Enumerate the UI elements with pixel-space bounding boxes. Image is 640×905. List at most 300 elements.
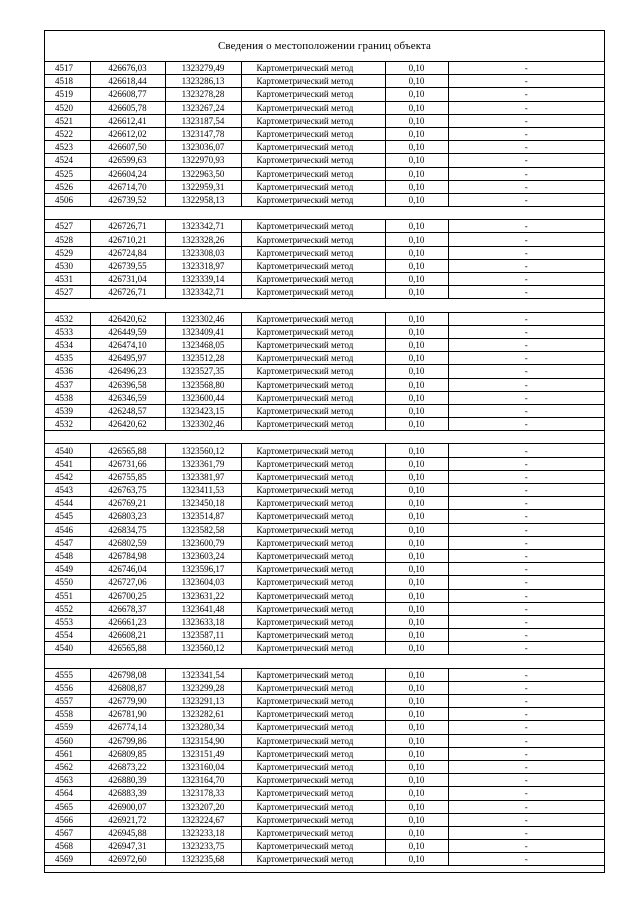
accuracy-cell: 0,10 (385, 378, 448, 391)
y-coordinate-cell: 1323631,22 (165, 589, 241, 602)
x-coordinate-cell: 426714,70 (90, 180, 165, 193)
method-cell: Картометрический метод (241, 391, 385, 404)
contour-separator-row (45, 431, 604, 444)
point-number-cell: 4552 (45, 602, 90, 615)
y-coordinate-cell: 1323409,41 (165, 325, 241, 338)
y-coordinate-cell: 1323381,97 (165, 470, 241, 483)
point-number-cell: 4549 (45, 563, 90, 576)
point-number-cell: 4558 (45, 708, 90, 721)
x-coordinate-cell: 426474,10 (90, 338, 165, 351)
point-number-cell: 4523 (45, 141, 90, 154)
x-coordinate-cell: 426763,75 (90, 484, 165, 497)
point-number-cell: 4568 (45, 840, 90, 853)
description-cell: - (448, 365, 604, 378)
description-cell: - (448, 853, 604, 866)
point-number-cell: 4519 (45, 88, 90, 101)
point-number-cell: 4537 (45, 378, 90, 391)
description-cell: - (448, 246, 604, 259)
table-row (45, 154, 604, 167)
method-cell: Картометрический метод (241, 523, 385, 536)
accuracy-cell: 0,10 (385, 576, 448, 589)
method-cell: Картометрический метод (241, 365, 385, 378)
x-coordinate-cell: 426700,25 (90, 589, 165, 602)
x-coordinate-cell: 426945,88 (90, 826, 165, 839)
x-coordinate-cell: 426834,75 (90, 523, 165, 536)
description-cell: - (448, 589, 604, 602)
method-cell: Картометрический метод (241, 853, 385, 866)
point-number-cell: 4544 (45, 497, 90, 510)
accuracy-cell: 0,10 (385, 470, 448, 483)
description-cell: - (448, 615, 604, 628)
method-cell: Картометрический метод (241, 721, 385, 734)
x-coordinate-cell: 426739,55 (90, 259, 165, 272)
x-coordinate-cell: 426880,39 (90, 774, 165, 787)
y-coordinate-cell: 1323286,13 (165, 75, 241, 88)
method-cell: Картометрический метод (241, 813, 385, 826)
accuracy-cell: 0,10 (385, 615, 448, 628)
accuracy-cell: 0,10 (385, 114, 448, 127)
point-number-cell: 4550 (45, 576, 90, 589)
method-cell: Картометрический метод (241, 681, 385, 694)
table-row (45, 642, 604, 655)
method-cell: Картометрический метод (241, 826, 385, 839)
description-cell: - (448, 167, 604, 180)
method-cell: Картометрический метод (241, 101, 385, 114)
x-coordinate-cell: 426565,88 (90, 444, 165, 457)
accuracy-cell: 0,10 (385, 549, 448, 562)
y-coordinate-cell: 1323450,18 (165, 497, 241, 510)
x-coordinate-cell: 426608,21 (90, 629, 165, 642)
y-coordinate-cell: 1323282,61 (165, 708, 241, 721)
y-coordinate-cell: 1323299,28 (165, 681, 241, 694)
y-coordinate-cell: 1323423,15 (165, 404, 241, 417)
accuracy-cell: 0,10 (385, 708, 448, 721)
description-cell: - (448, 457, 604, 470)
table-row (45, 259, 604, 272)
point-number-cell: 4524 (45, 154, 90, 167)
x-coordinate-cell: 426727,06 (90, 576, 165, 589)
table-row (45, 484, 604, 497)
accuracy-cell: 0,10 (385, 352, 448, 365)
y-coordinate-cell: 1323164,70 (165, 774, 241, 787)
description-cell: - (448, 325, 604, 338)
method-cell: Картометрический метод (241, 708, 385, 721)
description-cell: - (448, 510, 604, 523)
accuracy-cell: 0,10 (385, 602, 448, 615)
y-coordinate-cell: 1323468,05 (165, 338, 241, 351)
table-row (45, 338, 604, 351)
method-cell: Картометрический метод (241, 75, 385, 88)
description-cell: - (448, 484, 604, 497)
x-coordinate-cell: 426802,59 (90, 536, 165, 549)
x-coordinate-cell: 426731,66 (90, 457, 165, 470)
x-coordinate-cell: 426604,24 (90, 167, 165, 180)
method-cell: Картометрический метод (241, 695, 385, 708)
description-cell: - (448, 497, 604, 510)
point-number-cell: 4567 (45, 826, 90, 839)
point-number-cell: 4536 (45, 365, 90, 378)
table-row (45, 695, 604, 708)
description-cell: - (448, 695, 604, 708)
y-coordinate-cell: 1323291,13 (165, 695, 241, 708)
x-coordinate-cell: 426726,71 (90, 220, 165, 233)
accuracy-cell: 0,10 (385, 774, 448, 787)
table-row (45, 681, 604, 694)
method-cell: Картометрический метод (241, 787, 385, 800)
accuracy-cell: 0,10 (385, 787, 448, 800)
table-row (45, 418, 604, 431)
x-coordinate-cell: 426676,03 (90, 62, 165, 75)
accuracy-cell: 0,10 (385, 325, 448, 338)
table-row (45, 760, 604, 773)
point-number-cell: 4564 (45, 787, 90, 800)
x-coordinate-cell: 426972,60 (90, 853, 165, 866)
table-row (45, 721, 604, 734)
x-coordinate-cell: 426608,77 (90, 88, 165, 101)
point-number-cell: 4535 (45, 352, 90, 365)
accuracy-cell: 0,10 (385, 484, 448, 497)
point-number-cell: 4555 (45, 668, 90, 681)
table-row (45, 826, 604, 839)
y-coordinate-cell: 1323411,53 (165, 484, 241, 497)
accuracy-cell: 0,10 (385, 734, 448, 747)
contour-separator-row (45, 299, 604, 312)
method-cell: Картометрический метод (241, 286, 385, 299)
accuracy-cell: 0,10 (385, 497, 448, 510)
method-cell: Картометрический метод (241, 352, 385, 365)
y-coordinate-cell: 1323600,79 (165, 536, 241, 549)
table-row (45, 180, 604, 193)
description-cell: - (448, 286, 604, 299)
description-cell: - (448, 668, 604, 681)
y-coordinate-cell: 1323512,28 (165, 352, 241, 365)
point-number-cell: 4528 (45, 233, 90, 246)
x-coordinate-cell: 426769,21 (90, 497, 165, 510)
x-coordinate-cell: 426808,87 (90, 681, 165, 694)
point-number-cell: 4563 (45, 774, 90, 787)
x-coordinate-cell: 426726,71 (90, 286, 165, 299)
accuracy-cell: 0,10 (385, 404, 448, 417)
y-coordinate-cell: 1323342,71 (165, 220, 241, 233)
y-coordinate-cell: 1323278,28 (165, 88, 241, 101)
method-cell: Картометрический метод (241, 840, 385, 853)
description-cell: - (448, 787, 604, 800)
table-row (45, 563, 604, 576)
description-cell: - (448, 563, 604, 576)
table-row (45, 233, 604, 246)
y-coordinate-cell: 1323596,17 (165, 563, 241, 576)
method-cell: Картометрический метод (241, 127, 385, 140)
x-coordinate-cell: 426900,07 (90, 800, 165, 813)
table-row (45, 813, 604, 826)
x-coordinate-cell: 426883,39 (90, 787, 165, 800)
x-coordinate-cell: 426774,14 (90, 721, 165, 734)
accuracy-cell: 0,10 (385, 273, 448, 286)
separator-cell (45, 431, 604, 444)
description-cell: - (448, 629, 604, 642)
y-coordinate-cell: 1323633,18 (165, 615, 241, 628)
method-cell: Картометрический метод (241, 338, 385, 351)
description-cell: - (448, 536, 604, 549)
method-cell: Картометрический метод (241, 470, 385, 483)
x-coordinate-cell: 426565,88 (90, 642, 165, 655)
y-coordinate-cell: 1322959,31 (165, 180, 241, 193)
description-cell: - (448, 180, 604, 193)
y-coordinate-cell: 1323587,11 (165, 629, 241, 642)
accuracy-cell: 0,10 (385, 523, 448, 536)
x-coordinate-cell: 426599,63 (90, 154, 165, 167)
accuracy-cell: 0,10 (385, 536, 448, 549)
y-coordinate-cell: 1323151,49 (165, 747, 241, 760)
y-coordinate-cell: 1323233,18 (165, 826, 241, 839)
x-coordinate-cell: 426921,72 (90, 813, 165, 826)
method-cell: Картометрический метод (241, 141, 385, 154)
y-coordinate-cell: 1323036,07 (165, 141, 241, 154)
y-coordinate-cell: 1323560,12 (165, 642, 241, 655)
accuracy-cell: 0,10 (385, 444, 448, 457)
table-row (45, 549, 604, 562)
y-coordinate-cell: 1323207,20 (165, 800, 241, 813)
point-number-cell: 4565 (45, 800, 90, 813)
y-coordinate-cell: 1323582,58 (165, 523, 241, 536)
x-coordinate-cell: 426784,98 (90, 549, 165, 562)
x-coordinate-cell: 426495,97 (90, 352, 165, 365)
point-number-cell: 4525 (45, 167, 90, 180)
y-coordinate-cell: 1323224,67 (165, 813, 241, 826)
table-row (45, 747, 604, 760)
table-row (45, 800, 604, 813)
method-cell: Картометрический метод (241, 668, 385, 681)
y-coordinate-cell: 1323560,12 (165, 444, 241, 457)
method-cell: Картометрический метод (241, 325, 385, 338)
description-cell: - (448, 681, 604, 694)
accuracy-cell: 0,10 (385, 88, 448, 101)
y-coordinate-cell: 1323341,54 (165, 668, 241, 681)
point-number-cell: 4561 (45, 747, 90, 760)
description-cell: - (448, 62, 604, 75)
table-row (45, 457, 604, 470)
method-cell: Картометрический метод (241, 602, 385, 615)
point-number-cell: 4533 (45, 325, 90, 338)
y-coordinate-cell: 1323361,79 (165, 457, 241, 470)
accuracy-cell: 0,10 (385, 246, 448, 259)
accuracy-cell: 0,10 (385, 418, 448, 431)
description-cell: - (448, 233, 604, 246)
method-cell: Картометрический метод (241, 378, 385, 391)
y-coordinate-cell: 1323308,03 (165, 246, 241, 259)
table-row (45, 193, 604, 206)
y-coordinate-cell: 1322958,13 (165, 193, 241, 206)
y-coordinate-cell: 1323279,49 (165, 62, 241, 75)
table-row (45, 853, 604, 866)
description-cell: - (448, 549, 604, 562)
accuracy-cell: 0,10 (385, 589, 448, 602)
y-coordinate-cell: 1323267,24 (165, 101, 241, 114)
x-coordinate-cell: 426798,08 (90, 668, 165, 681)
x-coordinate-cell: 426779,90 (90, 695, 165, 708)
point-number-cell: 4541 (45, 457, 90, 470)
y-coordinate-cell: 1323514,87 (165, 510, 241, 523)
y-coordinate-cell: 1323160,04 (165, 760, 241, 773)
x-coordinate-cell: 426803,23 (90, 510, 165, 523)
table-row (45, 127, 604, 140)
table-row (45, 734, 604, 747)
description-cell: - (448, 378, 604, 391)
x-coordinate-cell: 426731,04 (90, 273, 165, 286)
table-row (45, 75, 604, 88)
table-row (45, 365, 604, 378)
table-row (45, 220, 604, 233)
accuracy-cell: 0,10 (385, 286, 448, 299)
table-row (45, 589, 604, 602)
y-coordinate-cell: 1323233,75 (165, 840, 241, 853)
table-row (45, 141, 604, 154)
accuracy-cell: 0,10 (385, 721, 448, 734)
accuracy-cell: 0,10 (385, 695, 448, 708)
description-cell: - (448, 470, 604, 483)
boundary-points-table (45, 62, 604, 866)
accuracy-cell: 0,10 (385, 365, 448, 378)
method-cell: Картометрический метод (241, 510, 385, 523)
point-number-cell: 4560 (45, 734, 90, 747)
accuracy-cell: 0,10 (385, 840, 448, 853)
method-cell: Картометрический метод (241, 497, 385, 510)
method-cell: Картометрический метод (241, 114, 385, 127)
method-cell: Картометрический метод (241, 154, 385, 167)
description-cell: - (448, 721, 604, 734)
table-row (45, 62, 604, 75)
table-row (45, 286, 604, 299)
method-cell: Картометрический метод (241, 589, 385, 602)
point-number-cell: 4553 (45, 615, 90, 628)
description-cell: - (448, 220, 604, 233)
table-body (45, 62, 604, 866)
separator-cell (45, 207, 604, 220)
description-cell: - (448, 338, 604, 351)
y-coordinate-cell: 1323302,46 (165, 418, 241, 431)
y-coordinate-cell: 1323147,78 (165, 127, 241, 140)
x-coordinate-cell: 426781,90 (90, 708, 165, 721)
table-row (45, 668, 604, 681)
method-cell: Картометрический метод (241, 312, 385, 325)
point-number-cell: 4547 (45, 536, 90, 549)
y-coordinate-cell: 1323187,54 (165, 114, 241, 127)
y-coordinate-cell: 1323328,26 (165, 233, 241, 246)
accuracy-cell: 0,10 (385, 259, 448, 272)
accuracy-cell: 0,10 (385, 101, 448, 114)
point-number-cell: 4566 (45, 813, 90, 826)
method-cell: Картометрический метод (241, 760, 385, 773)
point-number-cell: 4539 (45, 404, 90, 417)
y-coordinate-cell: 1323342,71 (165, 286, 241, 299)
description-cell: - (448, 404, 604, 417)
method-cell: Картометрический метод (241, 457, 385, 470)
table-row (45, 840, 604, 853)
method-cell: Картометрический метод (241, 259, 385, 272)
point-number-cell: 4506 (45, 193, 90, 206)
document-sheet (44, 30, 605, 873)
accuracy-cell: 0,10 (385, 154, 448, 167)
accuracy-cell: 0,10 (385, 826, 448, 839)
point-number-cell: 4546 (45, 523, 90, 536)
method-cell: Картометрический метод (241, 629, 385, 642)
description-cell: - (448, 734, 604, 747)
x-coordinate-cell: 426724,84 (90, 246, 165, 259)
point-number-cell: 4527 (45, 220, 90, 233)
accuracy-cell: 0,10 (385, 629, 448, 642)
y-coordinate-cell: 1323600,44 (165, 391, 241, 404)
point-number-cell: 4526 (45, 180, 90, 193)
method-cell: Картометрический метод (241, 747, 385, 760)
method-cell: Картометрический метод (241, 642, 385, 655)
point-number-cell: 4531 (45, 273, 90, 286)
accuracy-cell: 0,10 (385, 510, 448, 523)
description-cell: - (448, 154, 604, 167)
table-row (45, 404, 604, 417)
table-row (45, 88, 604, 101)
contour-separator-row (45, 655, 604, 668)
table-row (45, 378, 604, 391)
table-row (45, 114, 604, 127)
description-cell: - (448, 88, 604, 101)
table-row (45, 273, 604, 286)
point-number-cell: 4545 (45, 510, 90, 523)
table-row (45, 352, 604, 365)
x-coordinate-cell: 426346,59 (90, 391, 165, 404)
method-cell: Картометрический метод (241, 734, 385, 747)
y-coordinate-cell: 1323603,24 (165, 549, 241, 562)
y-coordinate-cell: 1323154,90 (165, 734, 241, 747)
method-cell: Картометрический метод (241, 615, 385, 628)
method-cell: Картометрический метод (241, 220, 385, 233)
x-coordinate-cell: 426873,22 (90, 760, 165, 773)
accuracy-cell: 0,10 (385, 668, 448, 681)
table-row (45, 246, 604, 259)
method-cell: Картометрический метод (241, 774, 385, 787)
x-coordinate-cell: 426496,23 (90, 365, 165, 378)
method-cell: Картометрический метод (241, 180, 385, 193)
method-cell: Картометрический метод (241, 193, 385, 206)
method-cell: Картометрический метод (241, 444, 385, 457)
method-cell: Картометрический метод (241, 88, 385, 101)
description-cell: - (448, 391, 604, 404)
separator-cell (45, 299, 604, 312)
y-coordinate-cell: 1323641,48 (165, 602, 241, 615)
table-row (45, 576, 604, 589)
point-number-cell: 4556 (45, 681, 90, 694)
point-number-cell: 4554 (45, 629, 90, 642)
point-number-cell: 4529 (45, 246, 90, 259)
x-coordinate-cell: 426605,78 (90, 101, 165, 114)
x-coordinate-cell: 426947,31 (90, 840, 165, 853)
point-number-cell: 4569 (45, 853, 90, 866)
description-cell: - (448, 273, 604, 286)
table-row (45, 774, 604, 787)
point-number-cell: 4530 (45, 259, 90, 272)
accuracy-cell: 0,10 (385, 800, 448, 813)
table-row (45, 101, 604, 114)
accuracy-cell: 0,10 (385, 747, 448, 760)
point-number-cell: 4527 (45, 286, 90, 299)
description-cell: - (448, 708, 604, 721)
method-cell: Картометрический метод (241, 549, 385, 562)
table-row (45, 497, 604, 510)
description-cell: - (448, 141, 604, 154)
table-row (45, 444, 604, 457)
accuracy-cell: 0,10 (385, 62, 448, 75)
description-cell: - (448, 352, 604, 365)
point-number-cell: 4559 (45, 721, 90, 734)
